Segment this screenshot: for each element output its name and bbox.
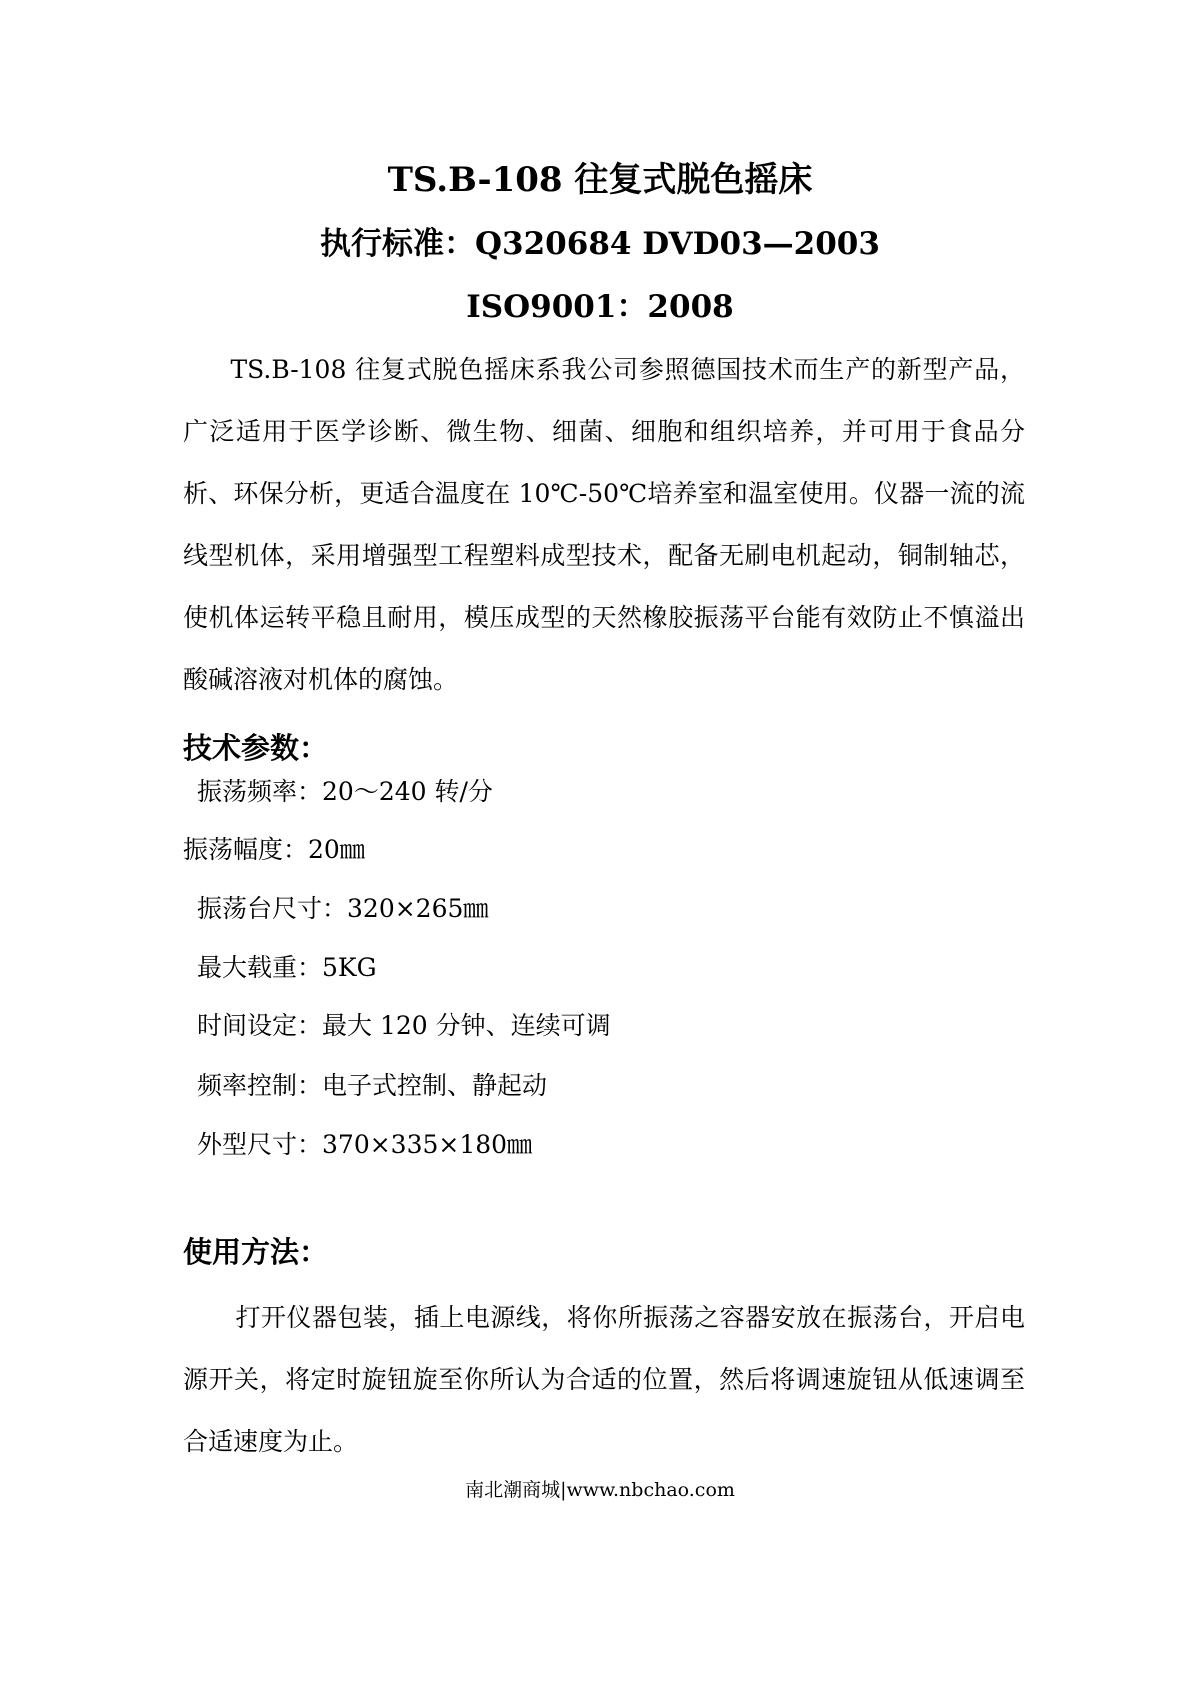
param-row (197, 772, 493, 808)
param-value: 5KG (322, 953, 377, 982)
document-title: TS.B-108 往复式脱色摇床 (387, 160, 813, 200)
param-value: 320×265㎜ (347, 894, 489, 923)
intro-paragraph: TS.B-108 往复式脱色摇床系我公司参照德国技术而生产的新型产品，广泛适用于医学诊断、微生物、细菌、细胞和组织培养，并可用于食品分析、环保分析，更适合温度在 10℃-50℃培养室和温室使用。仪器一流的流线型机体，采用增强型工程塑料成型技术，配备无刷电机起动，铜制轴芯，使机体运转平稳且耐用，模压成型的天然橡胶振荡平台能有效防止不慎溢出酸碱溶液对机体的腐蚀。 (183, 355, 1025, 694)
param-value: 最大 120 分钟、连续可调 (322, 1011, 611, 1040)
param-label: 时间设定： (197, 1011, 323, 1040)
param-value: 电子式控制、静起动 (322, 1071, 548, 1100)
param-label: 振荡频率： (197, 777, 323, 806)
param-value: 370×335×180㎜ (322, 1130, 533, 1159)
param-row (197, 889, 488, 925)
param-row (197, 1066, 547, 1102)
usage-heading: 使用方法： (183, 1235, 329, 1269)
footer-source: 南北潮商城|www.nbchao.com (465, 1479, 735, 1501)
params-heading: 技术参数： (183, 731, 329, 765)
param-row (183, 830, 365, 866)
param-label: 振荡幅度： (183, 835, 309, 864)
usage-paragraph: 打开仪器包装，插上电源线，将你所振荡之容器安放在振荡台，开启电源开关，将定时旋钮旋至你所认为合适的位置，然后将调速旋钮从低速调至合适速度为止。 (183, 1303, 1025, 1456)
param-label: 振荡台尺寸： (197, 894, 348, 923)
iso-heading: ISO9001：2008 (466, 289, 734, 325)
param-label: 最大载重： (197, 953, 323, 982)
param-label: 频率控制： (197, 1071, 323, 1100)
param-row (197, 948, 377, 984)
param-label: 外型尺寸： (197, 1130, 323, 1159)
standard-heading: 执行标准：Q320684 DVD03—2003 (320, 226, 880, 262)
param-value: 20～240 转/分 (322, 777, 493, 806)
param-row (197, 1125, 532, 1161)
param-row (197, 1006, 611, 1042)
param-value: 20㎜ (308, 835, 365, 864)
